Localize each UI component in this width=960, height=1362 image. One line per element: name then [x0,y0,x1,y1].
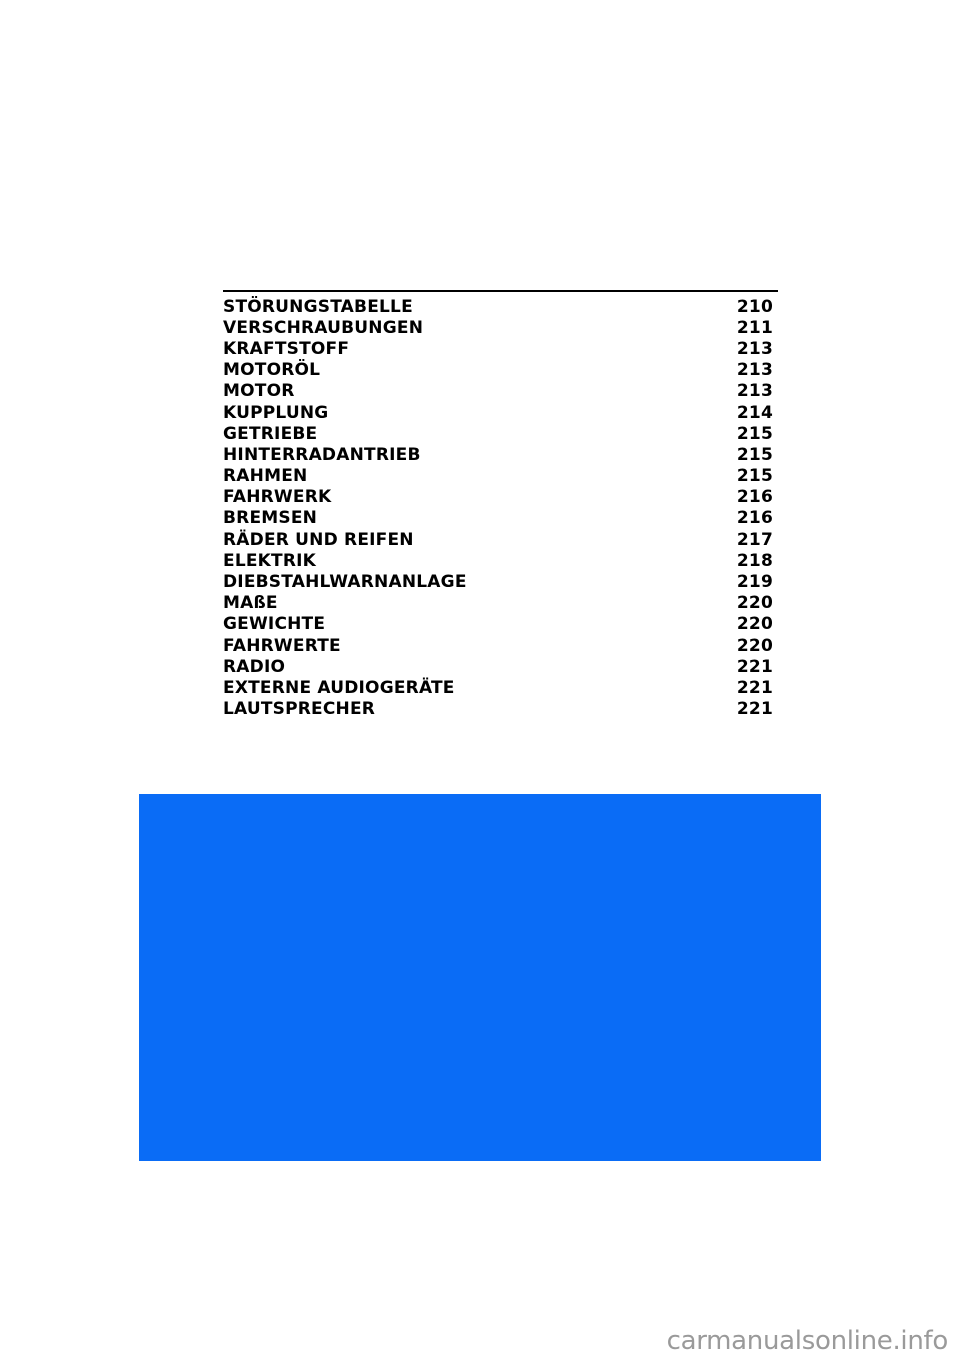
toc-entry-title: STÖRUNGSTABELLE [223,296,413,317]
toc-entry-page: 221 [736,656,773,677]
toc-entry-title: RÄDER UND REIFEN [223,529,414,550]
toc-entry[interactable] [223,635,778,656]
toc-entry-title: MOTOR [223,381,295,402]
toc-entry-title: FAHRWERTE [223,635,341,656]
toc-entry[interactable] [223,614,778,635]
table-of-contents [223,290,778,720]
toc-entry[interactable] [223,338,778,359]
toc-entry-title: BREMSEN [223,508,318,529]
toc-entry-page: 210 [736,296,773,317]
chapter-color-panel [139,794,821,1161]
toc-entry-page: 217 [736,529,773,550]
toc-entry[interactable] [223,466,778,487]
toc-entry[interactable] [223,402,778,423]
toc-entry[interactable] [223,550,778,571]
toc-entry-title: RADIO [223,656,286,677]
toc-entry[interactable] [223,508,778,529]
toc-entry-title: DIEBSTAHLWARNANLAGE [223,572,467,593]
toc-entry[interactable] [223,360,778,381]
toc-entry-title: RAHMEN [223,466,308,487]
toc-entry[interactable] [223,593,778,614]
toc-entry[interactable] [223,656,778,677]
toc-entry-title: GEWICHTE [223,614,326,635]
toc-entry[interactable] [223,677,778,698]
toc-entry-page: 213 [736,338,773,359]
toc-entry-title: KRAFTSTOFF [223,338,350,359]
toc-entry[interactable] [223,423,778,444]
toc-entry-title: KUPPLUNG [223,402,329,423]
toc-entry[interactable] [223,529,778,550]
toc-entry-title: LAUTSPRECHER [223,699,376,720]
toc-entry[interactable] [223,571,778,592]
toc-entry[interactable] [223,381,778,402]
toc-entry[interactable] [223,444,778,465]
toc-entry-title: FAHRWERK [223,487,332,508]
toc-entry-page: 215 [736,423,773,444]
toc-entry[interactable] [223,317,778,338]
watermark: carmanualsonline.info [666,1326,948,1356]
toc-entry-page: 215 [736,444,773,465]
toc-entry-page: 216 [736,508,773,529]
toc-entry[interactable] [223,699,778,720]
toc-entry-page: 213 [736,360,773,381]
toc-entry-title: MAßE [223,593,278,614]
toc-entry-page: 221 [736,699,773,720]
toc-entry-page: 215 [736,466,773,487]
toc-entry-page: 211 [736,317,773,338]
toc-entry-page: 220 [736,593,773,614]
toc-entry-page: 221 [736,677,773,698]
toc-entry-title: EXTERNE AUDIOGERÄTE [223,677,455,698]
toc-entry-title: VERSCHRAUBUNGEN [223,317,424,338]
toc-entry-title: GETRIEBE [223,423,318,444]
toc-entry-page: 214 [736,402,773,423]
toc-entry-title: ELEKTRIK [223,550,317,571]
toc-entry-page: 213 [736,381,773,402]
toc-entry-title: MOTORÖL [223,360,321,381]
toc-entry-page: 220 [736,635,773,656]
toc-entry[interactable] [223,487,778,508]
toc-entry-title: HINTERRADANTRIEB [223,444,421,465]
toc-entry-page: 218 [736,550,773,571]
toc-entry-page: 216 [736,487,773,508]
toc-entry-page: 220 [736,614,773,635]
toc-entry[interactable] [223,296,778,317]
toc-entry-page: 219 [736,572,773,593]
